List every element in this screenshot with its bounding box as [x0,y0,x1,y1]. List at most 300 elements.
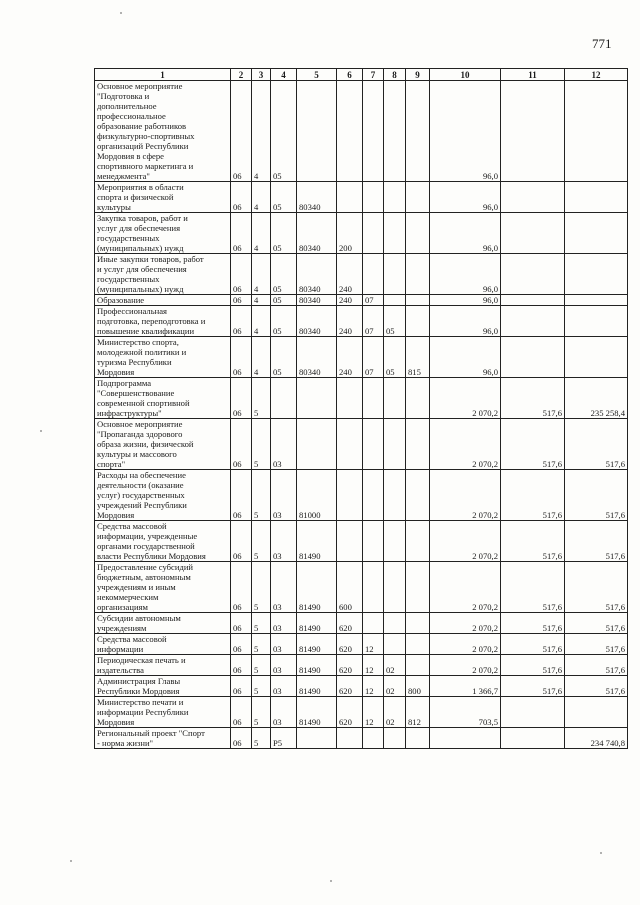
cell-col-5: 80340 [297,295,337,306]
row-name-line: Образование [97,295,145,305]
cell-col-11 [501,697,565,728]
column-header-4: 4 [271,69,297,81]
row-name-line: Министерство печати и [97,697,184,707]
cell-col-5: 80340 [297,337,337,378]
cell-col-8 [384,419,406,470]
cell-col-5: 80340 [297,213,337,254]
cell-col-6: 240 [337,337,363,378]
cell-col-12 [565,213,628,254]
row-name-cell [95,419,231,470]
row-name-line: информации Республики [97,707,189,717]
cell-col-11 [501,337,565,378]
cell-col-6: 240 [337,295,363,306]
row-name-line: инфраструктуры" [97,408,162,418]
row-name-line: власти Республики Мордовия [97,551,206,561]
cell-col-3: 5 [252,613,271,634]
cell-col-11 [501,182,565,213]
column-header-5: 5 [297,69,337,81]
row-name-line: "Подготовка и [97,91,150,101]
cell-col-4: 03 [271,613,297,634]
cell-col-7 [363,728,384,749]
row-name-line: издательства [97,665,144,675]
cell-col-12 [565,182,628,213]
cell-col-2: 06 [231,634,252,655]
row-name-line: современной спортивной [97,398,190,408]
cell-col-11 [501,295,565,306]
cell-col-6 [337,728,363,749]
row-name-cell [95,470,231,521]
table-row [95,254,628,295]
cell-col-5: 80340 [297,182,337,213]
cell-col-3: 4 [252,254,271,295]
cell-col-11: 517,6 [501,521,565,562]
cell-col-3: 5 [252,562,271,613]
cell-col-11: 517,6 [501,562,565,613]
cell-col-5 [297,419,337,470]
row-name-line: Мордовия в сфере [97,151,164,161]
column-header-8: 8 [384,69,406,81]
cell-col-4: 05 [271,295,297,306]
table-row [95,470,628,521]
cell-col-4: 03 [271,470,297,521]
cell-col-10: 2 070,2 [430,378,501,419]
cell-col-9 [406,81,430,182]
row-name-line: молодежной политики и [97,347,187,357]
cell-col-4: 05 [271,213,297,254]
cell-col-7 [363,378,384,419]
cell-col-9 [406,295,430,306]
cell-col-4 [271,378,297,419]
cell-col-6: 620 [337,613,363,634]
cell-col-4: 03 [271,562,297,613]
row-name-line: образование работников [97,121,187,131]
cell-col-5 [297,378,337,419]
cell-col-10: 96,0 [430,306,501,337]
cell-col-9 [406,728,430,749]
table-row [95,295,628,306]
row-name-cell [95,306,231,337]
cell-col-9 [406,655,430,676]
row-name-line: Периодическая печать и [97,655,186,665]
cell-col-10: 96,0 [430,81,501,182]
column-header-11: 11 [501,69,565,81]
row-name-line: профессиональное [97,111,166,121]
row-name-line: Подпрограмма [97,378,152,388]
row-name-cell [95,182,231,213]
row-name-cell [95,213,231,254]
row-name-line: учреждений Республики [97,500,187,510]
cell-col-8 [384,562,406,613]
row-name-cell [95,81,231,182]
cell-col-7 [363,81,384,182]
row-name-line: Субсидии автономным [97,613,181,623]
cell-col-5: 81000 [297,470,337,521]
cell-col-3: 5 [252,634,271,655]
row-name-line: Региональный проект "Спорт [97,728,205,738]
row-name-cell [95,562,231,613]
table-row [95,419,628,470]
cell-col-10: 703,5 [430,697,501,728]
column-header-1: 1 [95,69,231,81]
cell-col-3: 4 [252,337,271,378]
row-name-line: Расходы на обеспечение [97,470,186,480]
cell-col-10: 2 070,2 [430,470,501,521]
cell-col-6: 620 [337,676,363,697]
cell-col-7 [363,213,384,254]
row-name-line: "Совершенствование [97,388,175,398]
row-name-line: Профессиональная [97,306,167,316]
cell-col-3: 5 [252,697,271,728]
cell-col-12 [565,337,628,378]
row-name-line: Иные закупки товаров, работ [97,254,204,264]
row-name-line: Средства массовой [97,634,167,644]
row-name-line: некоммерческим [97,592,159,602]
row-name-line: туризма Республики [97,357,172,367]
cell-col-3: 5 [252,470,271,521]
cell-col-2: 06 [231,419,252,470]
cell-col-8: 05 [384,337,406,378]
row-name-line: (муниципальных) нужд [97,284,184,294]
cell-col-8 [384,470,406,521]
cell-col-6 [337,182,363,213]
cell-col-8 [384,81,406,182]
cell-col-7: 12 [363,676,384,697]
budget-table [94,68,628,749]
cell-col-12 [565,697,628,728]
cell-col-9 [406,419,430,470]
row-name-line: Мордовия [97,510,135,520]
cell-col-5 [297,81,337,182]
row-name-cell [95,728,231,749]
cell-col-7: 12 [363,655,384,676]
row-name-line: Министерство спорта, [97,337,179,347]
row-name-line: дополнительное [97,101,157,111]
cell-col-4: 03 [271,655,297,676]
cell-col-4: 03 [271,521,297,562]
cell-col-12 [565,81,628,182]
row-name-line: бюджетным, автономным [97,572,191,582]
table-row [95,676,628,697]
row-name-line: Мероприятия в области [97,182,184,192]
cell-col-5: 80340 [297,254,337,295]
cell-col-7: 07 [363,295,384,306]
cell-col-5: 81490 [297,697,337,728]
cell-col-2: 06 [231,378,252,419]
cell-col-6 [337,470,363,521]
cell-col-3: 5 [252,728,271,749]
cell-col-6 [337,419,363,470]
cell-col-3: 5 [252,521,271,562]
row-name-line: Администрация Главы [97,676,181,686]
row-name-line: спорта" [97,459,126,469]
cell-col-8 [384,182,406,213]
row-name-line: - норма жизни" [97,738,154,748]
row-name-line: органами государственной [97,541,195,551]
cell-col-6: 620 [337,634,363,655]
cell-col-9 [406,306,430,337]
column-header-6: 6 [337,69,363,81]
cell-col-8 [384,613,406,634]
cell-col-8: 02 [384,655,406,676]
cell-col-9 [406,182,430,213]
table-row [95,81,628,182]
cell-col-4: 03 [271,419,297,470]
cell-col-2: 06 [231,81,252,182]
cell-col-4: P5 [271,728,297,749]
cell-col-7: 07 [363,306,384,337]
table-row [95,728,628,749]
cell-col-7 [363,613,384,634]
cell-col-11: 517,6 [501,470,565,521]
cell-col-2: 06 [231,295,252,306]
row-name-line: и услуг для обеспечения [97,264,187,274]
row-name-line: культуры и массового [97,449,177,459]
cell-col-11: 517,6 [501,634,565,655]
table-row [95,521,628,562]
table-row [95,562,628,613]
scan-speck [120,12,122,14]
row-name-line: услуг для обеспечения [97,223,181,233]
cell-col-7: 12 [363,634,384,655]
cell-col-7 [363,419,384,470]
row-name-line: Республики Мордовия [97,686,180,696]
cell-col-4: 05 [271,182,297,213]
row-name-line: информации, учрежденные [97,531,198,541]
cell-col-11: 517,6 [501,655,565,676]
cell-col-6: 240 [337,306,363,337]
cell-col-7 [363,182,384,213]
cell-col-4: 05 [271,306,297,337]
cell-col-4: 05 [271,81,297,182]
row-name-line: организациям [97,602,148,612]
row-name-line: (муниципальных) нужд [97,243,184,253]
row-name-line: деятельности (оказание [97,480,184,490]
page-number: 771 [592,36,612,51]
cell-col-5: 80340 [297,306,337,337]
cell-col-11 [501,254,565,295]
row-name-line: спорта и физической [97,192,174,202]
cell-col-7 [363,254,384,295]
cell-col-11: 517,6 [501,378,565,419]
cell-col-10: 1 366,7 [430,676,501,697]
row-name-line: культуры [97,202,131,212]
row-name-line: спортивного маркетинга и [97,161,194,171]
table-row [95,213,628,254]
column-header-2: 2 [231,69,252,81]
cell-col-3: 5 [252,419,271,470]
cell-col-8: 02 [384,697,406,728]
cell-col-3: 4 [252,81,271,182]
cell-col-8 [384,634,406,655]
cell-col-12: 517,6 [565,521,628,562]
table-row [95,378,628,419]
cell-col-5: 81490 [297,613,337,634]
cell-col-4: 05 [271,337,297,378]
table-body [95,81,628,749]
cell-col-12: 517,6 [565,634,628,655]
cell-col-9: 812 [406,697,430,728]
cell-col-2: 06 [231,182,252,213]
cell-col-6 [337,521,363,562]
cell-col-9 [406,562,430,613]
cell-col-6 [337,81,363,182]
row-name-cell [95,254,231,295]
cell-col-2: 06 [231,470,252,521]
cell-col-4: 03 [271,697,297,728]
row-name-cell [95,697,231,728]
cell-col-2: 06 [231,562,252,613]
cell-col-12: 517,6 [565,470,628,521]
cell-col-2: 06 [231,655,252,676]
cell-col-2: 06 [231,213,252,254]
cell-col-8 [384,728,406,749]
table-row [95,337,628,378]
row-name-line: Предоставление субсидий [97,562,194,572]
cell-col-2: 06 [231,306,252,337]
cell-col-9 [406,470,430,521]
row-name-line: Основное мероприятие [97,81,183,91]
cell-col-11 [501,728,565,749]
cell-col-4: 03 [271,676,297,697]
cell-col-2: 06 [231,676,252,697]
cell-col-2: 06 [231,254,252,295]
row-name-cell [95,337,231,378]
row-name-line: Мордовия [97,367,135,377]
table-row [95,182,628,213]
cell-col-5: 81490 [297,676,337,697]
cell-col-3: 5 [252,655,271,676]
cell-col-8 [384,213,406,254]
cell-col-6 [337,378,363,419]
cell-col-8 [384,254,406,295]
row-name-line: учреждениям и иным [97,582,176,592]
cell-col-8 [384,295,406,306]
cell-col-10: 96,0 [430,295,501,306]
cell-col-8: 02 [384,676,406,697]
row-name-line: Основное мероприятие [97,419,183,429]
cell-col-6: 620 [337,655,363,676]
cell-col-5: 81490 [297,521,337,562]
cell-col-2: 06 [231,337,252,378]
table-row [95,613,628,634]
row-name-line: Закупка товаров, работ и [97,213,188,223]
cell-col-7 [363,470,384,521]
row-name-cell [95,378,231,419]
scan-speck [330,880,332,882]
cell-col-3: 4 [252,213,271,254]
cell-col-10: 2 070,2 [430,419,501,470]
row-name-line: Средства массовой [97,521,167,531]
cell-col-9 [406,254,430,295]
cell-col-11 [501,213,565,254]
cell-col-10: 2 070,2 [430,521,501,562]
table-row [95,306,628,337]
cell-col-9 [406,521,430,562]
row-name-line: Мордовия [97,717,135,727]
cell-col-9 [406,378,430,419]
cell-col-6: 600 [337,562,363,613]
cell-col-12: 517,6 [565,613,628,634]
cell-col-4: 05 [271,254,297,295]
cell-col-10: 2 070,2 [430,655,501,676]
cell-col-9: 815 [406,337,430,378]
column-header-7: 7 [363,69,384,81]
cell-col-9: 800 [406,676,430,697]
cell-col-10: 96,0 [430,182,501,213]
column-header-10: 10 [430,69,501,81]
cell-col-9 [406,634,430,655]
cell-col-12: 517,6 [565,655,628,676]
cell-col-10: 2 070,2 [430,634,501,655]
row-name-cell [95,521,231,562]
cell-col-12: 517,6 [565,562,628,613]
cell-col-10: 2 070,2 [430,562,501,613]
cell-col-5: 81490 [297,655,337,676]
scan-speck [600,852,602,854]
cell-col-8 [384,378,406,419]
row-name-line: учреждениям [97,623,147,633]
row-name-cell [95,295,231,306]
row-name-cell [95,634,231,655]
row-name-line: информации [97,644,144,654]
table-header-row [95,69,628,81]
row-name-line: организаций Республики [97,141,189,151]
cell-col-7: 07 [363,337,384,378]
cell-col-10 [430,728,501,749]
cell-col-6: 200 [337,213,363,254]
cell-col-5 [297,728,337,749]
cell-col-3: 5 [252,676,271,697]
row-name-line: менеджмента" [97,171,150,181]
cell-col-10: 2 070,2 [430,613,501,634]
row-name-cell [95,655,231,676]
row-name-line: повышение квалификации [97,326,195,336]
row-name-line: подготовка, переподготовка и [97,316,206,326]
cell-col-11: 517,6 [501,613,565,634]
cell-col-12: 234 740,8 [565,728,628,749]
cell-col-3: 4 [252,295,271,306]
cell-col-12: 235 258,4 [565,378,628,419]
cell-col-3: 5 [252,378,271,419]
cell-col-12 [565,295,628,306]
column-header-9: 9 [406,69,430,81]
row-name-line: государственных [97,233,160,243]
cell-col-12: 517,6 [565,676,628,697]
row-name-line: государственных [97,274,160,284]
table-row [95,697,628,728]
cell-col-2: 06 [231,728,252,749]
cell-col-7 [363,562,384,613]
cell-col-4: 03 [271,634,297,655]
row-name-cell [95,676,231,697]
cell-col-9 [406,213,430,254]
column-header-12: 12 [565,69,628,81]
scan-speck [40,430,42,432]
cell-col-2: 06 [231,521,252,562]
cell-col-10: 96,0 [430,213,501,254]
cell-col-12 [565,254,628,295]
cell-col-6: 620 [337,697,363,728]
cell-col-9 [406,613,430,634]
cell-col-11 [501,306,565,337]
table-row [95,655,628,676]
row-name-line: образа жизни, физической [97,439,194,449]
table-row [95,634,628,655]
cell-col-3: 4 [252,306,271,337]
cell-col-2: 06 [231,697,252,728]
cell-col-10: 96,0 [430,254,501,295]
scan-speck [70,860,72,862]
